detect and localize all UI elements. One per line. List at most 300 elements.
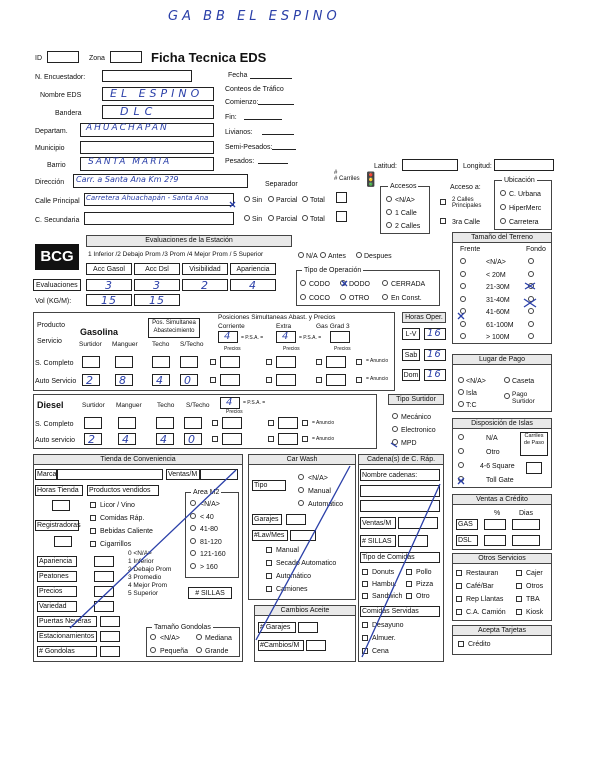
otro-servicio-check[interactable]: [516, 609, 522, 615]
producto-label: Bebidas Caliente: [100, 528, 153, 535]
area-radio[interactable]: [190, 525, 196, 531]
acceso-2calles-check[interactable]: [440, 199, 446, 205]
bandera-field[interactable]: [102, 105, 214, 119]
diesel-count-field[interactable]: [84, 433, 102, 445]
ts-mecanico-radio[interactable]: [392, 413, 398, 419]
terreno-frente-radio[interactable]: [460, 271, 466, 277]
registradoras-label: Registradoras: [37, 522, 81, 529]
pago-caseta-radio[interactable]: [504, 377, 510, 383]
diesel-price-field[interactable]: [222, 417, 242, 429]
gond-grande-radio[interactable]: [196, 647, 202, 653]
producto-label: Cigarrillos: [100, 541, 132, 548]
carwash-tipo-label: Tipo: [252, 480, 286, 491]
op-cerrada-radio[interactable]: [382, 280, 388, 286]
gas-autoservicio-label: Auto Servicio: [35, 378, 77, 385]
separador2-total-label: Total: [310, 216, 325, 223]
carwash-check[interactable]: [266, 560, 272, 566]
otros-servicios-header: Otros Servicios: [452, 553, 552, 564]
diesel-count-field[interactable]: [118, 433, 136, 445]
ubicacion-urbana-radio[interactable]: [500, 190, 506, 196]
op-dodo-radio[interactable]: [340, 280, 346, 286]
top-handwritten-note: GA BB EL ESPINO: [168, 9, 341, 24]
vol-label: Vol (KG/M):: [35, 298, 72, 305]
barrio-label: Barrio: [47, 162, 66, 169]
pago-tc-radio[interactable]: [458, 401, 464, 407]
eval-acc-dsl-field[interactable]: 3: [134, 279, 180, 291]
calle-principal-label: Calle Principal: [35, 198, 80, 205]
calle-secundaria-field[interactable]: [84, 212, 234, 225]
corriente-completo-field[interactable]: 4: [218, 331, 238, 343]
terreno-row-label: 61-100M: [486, 321, 514, 329]
credito-label: Crédito: [468, 641, 491, 648]
acceso-2calles-label: 2 Calles Principales: [452, 197, 482, 209]
terreno-fondo-radio[interactable]: [528, 283, 534, 289]
gas-price-field[interactable]: [220, 356, 240, 368]
direccion-value: Carr. a Santa Ana Km 2?9: [76, 175, 179, 184]
islas-otro-radio[interactable]: [458, 448, 464, 454]
carriles-field-2[interactable]: [336, 211, 347, 222]
producto-check[interactable]: [90, 515, 96, 521]
fin-field[interactable]: [244, 111, 282, 120]
area-radio[interactable]: [190, 550, 196, 556]
cambios-mes-label: #Cambios/M: [258, 640, 304, 651]
diesel-price-field-2[interactable]: [278, 417, 298, 429]
accesos-2calles-label: 2 Calles: [395, 223, 421, 230]
otro-servicio-label: Otros: [526, 583, 544, 590]
area-radio[interactable]: [190, 538, 196, 544]
diesel-count-value: 4: [160, 433, 168, 446]
pago-na-radio[interactable]: [458, 377, 464, 383]
producto-check[interactable]: [90, 502, 96, 508]
ts-mpd-label: MPD: [401, 440, 417, 447]
marca-label: Marca: [37, 471, 57, 478]
op-coco-label: COCO: [309, 295, 330, 302]
precios-label-2: Precios: [283, 346, 300, 352]
comida-check[interactable]: [362, 569, 368, 575]
terreno-fondo-radio[interactable]: [528, 333, 534, 339]
garajes-label: Garajes: [252, 514, 282, 525]
carwash-check[interactable]: [266, 573, 272, 579]
tienda-side-label: Variedad: [37, 601, 77, 612]
dias-label: Dias: [519, 510, 534, 517]
cw-manual-label: Manual: [308, 488, 331, 495]
area-option-label: > 160: [200, 563, 218, 571]
accesos-na-radio[interactable]: [386, 196, 392, 202]
eval-apariencia-field[interactable]: 4: [230, 279, 276, 291]
producto-label: Producto: [37, 322, 66, 329]
gas-manguer-col: Manguer: [112, 341, 138, 348]
diesel-count-field[interactable]: [156, 433, 174, 445]
pos-simultanea-label: Pos. Simultanea Abastecimiento: [148, 318, 200, 338]
producto-label: Comidas Ráp.: [100, 515, 145, 522]
diesel-count-field[interactable]: [156, 417, 174, 429]
gas-count-field[interactable]: [115, 356, 133, 368]
extra-completo-field[interactable]: 4: [276, 331, 296, 343]
terreno-row-label: 21-30M: [486, 284, 510, 291]
islas-square-label: 4-6 Square: [480, 463, 515, 470]
productos-vendidos-label: Productos vendidos: [87, 485, 159, 496]
diesel-count-value: 4: [122, 433, 130, 446]
horas-tienda-label: Horas Tienda: [35, 485, 83, 496]
acceso-a-label: Acceso a:: [450, 184, 481, 191]
otro-servicio-check[interactable]: [516, 570, 522, 576]
cadena-sillas-label: # SILLAS: [360, 535, 396, 547]
terreno-fondo-radio[interactable]: [528, 271, 534, 277]
anuncio-check[interactable]: [356, 377, 362, 383]
area-option-label: 121-160: [200, 551, 226, 558]
gas-count-field[interactable]: [82, 356, 100, 368]
gas-count-field[interactable]: [82, 374, 100, 386]
gas-price-field[interactable]: [276, 374, 296, 386]
encuestador-field[interactable]: [102, 70, 192, 82]
area-radio[interactable]: [190, 500, 196, 506]
gas-price-check[interactable]: [266, 377, 272, 383]
longitud-field[interactable]: [494, 159, 554, 171]
carwash-check[interactable]: [266, 586, 272, 592]
servida-check[interactable]: [362, 635, 368, 641]
accesos-2calles-radio[interactable]: [386, 222, 392, 228]
id-field[interactable]: [47, 51, 79, 63]
bcg-logo: BCG: [35, 244, 79, 270]
cadena-header: Cadena(s) de C. Ráp.: [358, 454, 444, 465]
separador-total-radio[interactable]: [302, 196, 308, 202]
eval-acc-gasol-field[interactable]: 3: [86, 279, 132, 291]
disp-islas-header: Disposición de Islas: [452, 418, 552, 429]
gas-count-value: 2: [86, 374, 94, 387]
nombre-cadenas-label: Nombre cadenas:: [360, 469, 440, 481]
islas-tollgate-radio[interactable]: [458, 476, 464, 482]
op-otro-label: OTRO: [349, 295, 370, 302]
horas-dom-field[interactable]: 16: [424, 369, 446, 381]
acceso-3racalle-check[interactable]: [440, 218, 446, 224]
horas-sab-label: Sab: [402, 349, 420, 361]
gas-stecho-col: S/Techo: [180, 341, 204, 348]
islas-na-radio[interactable]: [458, 434, 464, 440]
credito-check[interactable]: [458, 641, 464, 647]
otro-servicio-label: Café/Bar: [466, 583, 494, 590]
dsl-dias-field[interactable]: [512, 535, 540, 546]
comida-label: Pizza: [416, 581, 434, 588]
id-label: ID: [35, 55, 42, 62]
eval-scale-item: 2 Debajo Prom: [128, 566, 172, 573]
producto-label: Licor / Vino: [100, 502, 135, 509]
gas-price-check[interactable]: [210, 377, 216, 383]
diesel-count-field[interactable]: [184, 433, 202, 445]
tienda-ventas-field[interactable]: [200, 469, 238, 480]
tienda-side-field[interactable]: [94, 571, 114, 582]
separador-sin-radio[interactable]: [244, 196, 250, 202]
comida-check[interactable]: [406, 569, 412, 575]
tienda-side-field[interactable]: [100, 631, 120, 642]
terreno-frente-radio[interactable]: [460, 258, 466, 264]
tienda-side-label: Peatones: [37, 571, 77, 582]
comida-check[interactable]: [406, 593, 412, 599]
eval-col-apariencia: Apariencia: [230, 263, 276, 275]
diesel-count-field[interactable]: [84, 417, 102, 429]
ubicacion-label: Ubicación: [504, 177, 535, 184]
grad3-completo-field[interactable]: [330, 331, 350, 343]
nombre-eds-label: Nombre EDS: [40, 92, 82, 99]
terreno-frente-radio[interactable]: [460, 308, 466, 314]
comienzo-field[interactable]: [258, 96, 294, 105]
comida-check[interactable]: [362, 581, 368, 587]
terreno-fondo-label: Fondo: [526, 246, 546, 253]
diesel-price-check[interactable]: [212, 436, 218, 442]
gas-count-field[interactable]: [152, 356, 170, 368]
gas-scompleto-label: S. Completo: [35, 360, 74, 367]
cadena-sillas-field[interactable]: [398, 535, 428, 547]
pesados-field[interactable]: [258, 155, 288, 164]
gas-price-field[interactable]: [326, 374, 346, 386]
servida-check[interactable]: [362, 622, 368, 628]
diesel-anuncio-label-2: = Anuncio: [312, 436, 335, 442]
otro-servicio-check[interactable]: [456, 570, 462, 576]
comida-label: Sandwich: [372, 593, 403, 600]
eval-col-acc-gasol: Acc Gasol: [86, 263, 132, 275]
gas-price-field[interactable]: [220, 374, 240, 386]
gas-price-check[interactable]: [316, 377, 322, 383]
gond-na-radio[interactable]: [150, 634, 156, 640]
separador2-parcial-radio[interactable]: [268, 215, 274, 221]
op-codo-radio[interactable]: [300, 280, 306, 286]
servida-label: Cena: [372, 648, 389, 655]
bandera-value: DLC: [120, 105, 158, 118]
eval-scale-item: 1 Inferior: [128, 558, 154, 565]
carriles-paso-field[interactable]: [526, 462, 542, 474]
diesel-count-field[interactable]: [118, 417, 136, 429]
eval-na-radio[interactable]: [298, 252, 304, 258]
cadena-ventas-field[interactable]: [398, 517, 438, 529]
calle-secundaria-label: C. Secundaria: [35, 217, 80, 224]
dsl-surtidor-col: Surtidor: [82, 402, 105, 409]
terreno-frente-radio[interactable]: [460, 321, 466, 327]
semi-pesados-field[interactable]: [272, 141, 296, 150]
otro-servicio-label: Restauran: [466, 570, 499, 577]
gas-price-check[interactable]: [266, 359, 272, 365]
eval-col-visibilidad: Visibilidad: [182, 263, 228, 275]
accesos-1calle-label: 1 Calle: [395, 210, 417, 217]
otro-servicio-label: C.A. Camión: [466, 609, 506, 616]
islas-tollgate-label: Toll Gate: [486, 477, 514, 484]
cw-manual-radio[interactable]: [298, 487, 304, 493]
diesel-price-field-2[interactable]: [278, 433, 298, 445]
producto-check[interactable]: [90, 528, 96, 534]
conteos-label: Conteos de Tráfico: [225, 86, 284, 93]
gas-count-field[interactable]: [180, 356, 198, 368]
terreno-frente-radio[interactable]: [460, 333, 466, 339]
ts-electronico-radio[interactable]: [392, 426, 398, 432]
gond-pequena-radio[interactable]: [150, 647, 156, 653]
otro-servicio-check[interactable]: [516, 596, 522, 602]
accesos-na-label: <N/A>: [395, 197, 415, 204]
producto-check[interactable]: [90, 541, 96, 547]
islas-square-radio[interactable]: [458, 462, 464, 468]
pago-isla-radio[interactable]: [458, 389, 464, 395]
diesel-count-field[interactable]: [184, 417, 202, 429]
semi-pesados-label: Semi-Pesados:: [225, 144, 273, 151]
cambios-mes-field[interactable]: [306, 640, 326, 651]
gas-surtidor-col: Surtidor: [79, 341, 102, 348]
separador2-sin-radio[interactable]: [244, 215, 250, 221]
comida-label: Donuts: [372, 569, 395, 576]
lav-mes-field[interactable]: [290, 530, 316, 541]
zona-field[interactable]: [110, 51, 142, 63]
dsl-stecho-col: S/Techo: [186, 402, 210, 409]
gas-price-check[interactable]: [316, 359, 322, 365]
gas-count-value: 8: [119, 374, 127, 387]
gas-count-field[interactable]: [115, 374, 133, 386]
ts-mpd-radio[interactable]: [392, 439, 398, 445]
servida-check[interactable]: [362, 648, 368, 654]
cadena-ventas-label: Ventas/M: [360, 517, 396, 529]
cw-auto-label: Automatico: [308, 501, 344, 508]
dsl-manguer-col: Manguer: [116, 402, 142, 409]
fin-label: Fin:: [225, 114, 237, 121]
registradoras-field[interactable]: [54, 536, 72, 547]
municipio-field[interactable]: [80, 141, 214, 154]
tienda-side-field[interactable]: [94, 586, 114, 597]
comida-check[interactable]: [406, 581, 412, 587]
ubicacion-hipermerc-radio[interactable]: [500, 204, 506, 210]
dsl-autoservicio-label: Auto servicio: [35, 437, 76, 444]
cw-na-radio[interactable]: [298, 474, 304, 480]
separador-parcial-radio[interactable]: [268, 196, 274, 202]
otro-servicio-check[interactable]: [456, 583, 462, 589]
carwash-check[interactable]: [266, 547, 272, 553]
horas-sab-field[interactable]: 16: [424, 349, 446, 361]
pago-caseta-label: Caseta: [512, 378, 535, 385]
anuncio-check[interactable]: [356, 359, 362, 365]
gond-mediana-radio[interactable]: [196, 634, 202, 640]
comida-label: Pollo: [416, 569, 432, 576]
ubicacion-carretera-label: Carretera: [509, 219, 539, 226]
op-dodo-label: DODO: [349, 281, 370, 288]
otro-servicio-label: Cajer: [526, 570, 543, 577]
gas-count-field[interactable]: [180, 374, 198, 386]
terreno-row-label: < 20M: [486, 271, 506, 279]
diesel-price-check-2[interactable]: [268, 436, 274, 442]
accesos-1calle-radio[interactable]: [386, 209, 392, 215]
tienda-side-field[interactable]: [94, 601, 114, 612]
op-otro-radio[interactable]: [340, 294, 346, 300]
cw-auto-radio[interactable]: [298, 500, 304, 506]
ubicacion-carretera-radio[interactable]: [500, 218, 506, 224]
livianos-label: Livianos:: [225, 129, 253, 136]
num-garajes-label: # Garajes: [258, 622, 296, 633]
traffic-light-icon: 🚦: [362, 171, 380, 187]
vol-dsl-field[interactable]: 15: [134, 294, 180, 306]
op-enconst-radio[interactable]: [382, 294, 388, 300]
diesel-price-check[interactable]: [212, 420, 218, 426]
eval-despues-radio[interactable]: [356, 252, 362, 258]
otro-servicio-check[interactable]: [516, 583, 522, 589]
barrio-value: SANTA MARIA: [88, 157, 172, 167]
dsl-pct-field[interactable]: [484, 535, 506, 546]
latitud-field[interactable]: [402, 159, 458, 171]
eval-antes-radio[interactable]: [320, 252, 326, 258]
livianos-field[interactable]: [262, 126, 294, 135]
gas-price-field[interactable]: [326, 356, 346, 368]
area-option-label: 81-120: [200, 538, 222, 546]
area-radio[interactable]: [190, 563, 196, 569]
garajes-field[interactable]: [286, 514, 306, 525]
eval-na-label: N/A: [306, 253, 318, 260]
tienda-side-label: Estacionamientos: [37, 631, 97, 642]
gas-pct-field[interactable]: [484, 519, 506, 530]
comida-label: Hambu.: [372, 581, 397, 588]
pago-surtidor-label: Pago Surtidor: [512, 391, 535, 405]
diesel-anuncio-check[interactable]: [302, 436, 308, 442]
otro-servicio-check[interactable]: [456, 609, 462, 615]
bandera-label: Bandera: [55, 110, 82, 117]
diesel-psa-field[interactable]: 4: [220, 397, 240, 409]
pago-surtidor-radio[interactable]: [504, 393, 510, 399]
separador2-sin-label: Sin: [252, 216, 263, 223]
tienda-side-field[interactable]: [100, 646, 120, 657]
diesel-anuncio-check[interactable]: [302, 420, 308, 426]
gas-price-check[interactable]: [210, 359, 216, 365]
cadena-field-2[interactable]: [360, 500, 440, 512]
gas-price-field[interactable]: [276, 356, 296, 368]
diesel-price-check-2[interactable]: [268, 420, 274, 426]
num-garajes-field[interactable]: [298, 622, 318, 633]
fecha-field[interactable]: [250, 70, 292, 79]
acceso-3racalle-label: 3ra Calle: [452, 219, 481, 226]
marca-field[interactable]: [57, 469, 163, 480]
islas-otro-label: Otro: [486, 449, 500, 456]
diesel-psa-label: = P.S.A. =: [243, 400, 266, 406]
eval-scale-item: 4 Mejor Prom: [128, 582, 168, 589]
departam-value: AHUACHAPAN: [86, 123, 169, 133]
tienda-side-field[interactable]: [94, 556, 114, 567]
pago-tc-label: T:C: [466, 402, 477, 409]
departam-label: Departam.: [35, 128, 68, 135]
eval-visibilidad-field[interactable]: 2: [182, 279, 228, 291]
terreno-fondo-radio[interactable]: [528, 308, 534, 314]
terreno-frente-radio[interactable]: [460, 296, 466, 302]
tipo-operacion-label: Tipo de Operación: [304, 267, 362, 274]
diesel-price-field[interactable]: [222, 433, 242, 445]
horas-lv-field[interactable]: 16: [424, 328, 446, 340]
carriles-field-1[interactable]: [336, 192, 347, 203]
terreno-row-label: 41-60M: [486, 309, 510, 316]
vol-gasol-field[interactable]: 15: [86, 294, 132, 306]
tienda-header: Tienda de Conveniencia: [33, 454, 243, 465]
tienda-side-label: Puertas Neveras: [37, 616, 97, 627]
comida-check[interactable]: [362, 593, 368, 599]
gas-dias-field[interactable]: [512, 519, 540, 530]
terreno-row-label: > 100M: [486, 334, 510, 341]
diesel-precios-label: Precios: [226, 409, 243, 415]
cadena-field-1[interactable]: [360, 485, 440, 497]
terreno-frente-radio[interactable]: [460, 283, 466, 289]
area-radio[interactable]: [190, 513, 196, 519]
terreno-fondo-radio[interactable]: [528, 258, 534, 264]
posiciones-title: Posiciones Simultaneas Abast. y Precios: [218, 314, 336, 321]
terreno-fondo-radio[interactable]: [528, 296, 534, 302]
terreno-frente-label: Frente: [460, 246, 481, 253]
terreno-fondo-radio[interactable]: [528, 321, 534, 327]
op-coco-radio[interactable]: [300, 294, 306, 300]
gas-count-field[interactable]: [152, 374, 170, 386]
precios-label: Precios: [224, 346, 241, 352]
gond-mediana-label: Mediana: [205, 635, 232, 642]
tienda-side-field[interactable]: [100, 616, 120, 627]
separador2-total-radio[interactable]: [302, 215, 308, 221]
horas-tienda-field[interactable]: [52, 500, 70, 511]
horas-lv-label: L-V: [402, 328, 420, 340]
otro-servicio-check[interactable]: [456, 596, 462, 602]
